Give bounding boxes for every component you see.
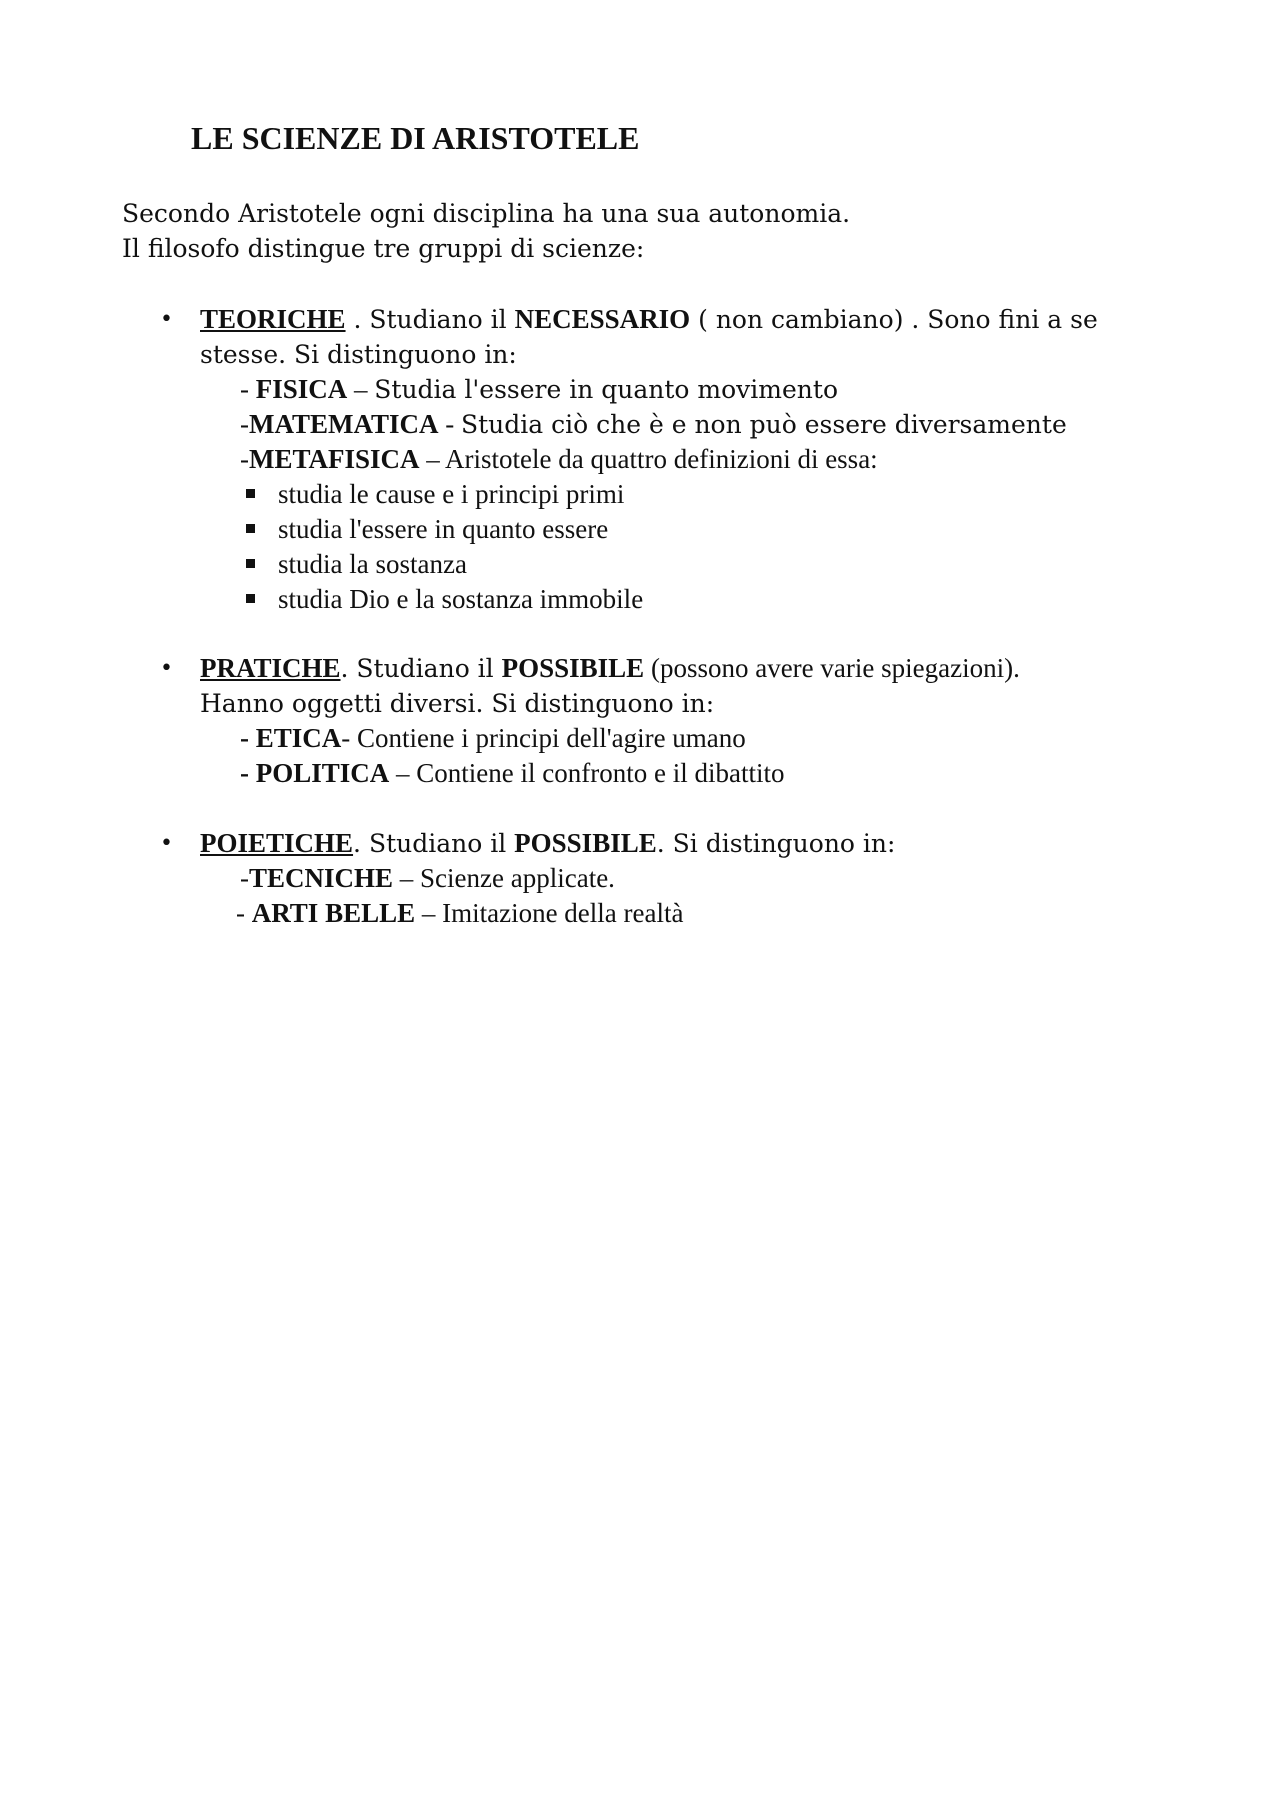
subscience-name: METAFISICA bbox=[249, 444, 420, 474]
subscience-desc: Aristotele da quattro definizioni di essa: bbox=[445, 444, 878, 474]
subscience-desc: Contiene i principi dell'agire umano bbox=[357, 723, 746, 753]
subscience-item: -MATEMATICA - Studia ciò che è e non può essere diversamente bbox=[240, 409, 1067, 439]
section-text: . Studiano il bbox=[353, 829, 515, 858]
definition-item: studia le cause e i principi primi bbox=[278, 479, 625, 509]
subscience-item: - POLITICA – Contiene il confronto e il dibattito bbox=[240, 758, 785, 788]
definition-item: studia la sostanza bbox=[278, 549, 467, 579]
subscience-name: TECNICHE bbox=[249, 863, 394, 893]
subscience-desc: Imitazione della realtà bbox=[442, 898, 684, 928]
square-bullet-icon bbox=[246, 489, 255, 498]
subscience-item: - ARTI BELLE – Imitazione della realtà bbox=[236, 898, 684, 928]
square-bullet-icon bbox=[246, 594, 255, 603]
poietiche-line-1 bbox=[200, 826, 895, 861]
subscience-item: - FISICA – Studia l'essere in quanto movimento bbox=[240, 374, 838, 404]
subscience-desc: Scienze applicate. bbox=[420, 863, 615, 893]
intro-line-1: Secondo Aristotele ogni disciplina ha una sua autonomia. bbox=[122, 199, 851, 228]
subscience-item: -TECNICHE – Scienze applicate. bbox=[240, 863, 615, 893]
section-text: . Si distinguono in: bbox=[656, 829, 896, 858]
teoriche-line-2: stesse. Si distinguono in: bbox=[200, 340, 517, 369]
teoriche-line-1 bbox=[200, 302, 1098, 337]
intro-paragraph bbox=[122, 196, 850, 266]
intro-line-2: Il filosofo distingue tre gruppi di scienze: bbox=[122, 234, 645, 263]
pratiche-line-1 bbox=[200, 651, 1020, 686]
section-text: (possono avere varie spiegazioni). bbox=[644, 653, 1020, 683]
definition-item: studia Dio e la sostanza immobile bbox=[278, 584, 644, 614]
page-title: LE SCIENZE DI ARISTOTELE bbox=[191, 120, 640, 156]
subscience-desc: Studia ciò che è e non può essere diversamente bbox=[461, 410, 1067, 439]
square-bullet-icon bbox=[246, 559, 255, 568]
subscience-name: MATEMATICA bbox=[249, 409, 439, 439]
section-text: ( non cambiano) . Sono fini a se bbox=[690, 305, 1098, 334]
section-keyword: POSSIBILE bbox=[514, 828, 657, 858]
definition-item: studia l'essere in quanto essere bbox=[278, 514, 609, 544]
subscience-name: POLITICA bbox=[255, 758, 390, 788]
subscience-desc: Studia l'essere in quanto movimento bbox=[374, 375, 838, 404]
subscience-desc: Contiene il confronto e il dibattito bbox=[416, 758, 785, 788]
section-keyword: NECESSARIO bbox=[514, 304, 691, 334]
subscience-item: -METAFISICA – Aristotele da quattro definizioni di essa: bbox=[240, 444, 878, 474]
section-heading: PRATICHE bbox=[200, 653, 341, 683]
bullet-icon: • bbox=[160, 307, 173, 332]
pratiche-line-2: Hanno oggetti diversi. Si distinguono in: bbox=[200, 689, 715, 718]
bullet-icon: • bbox=[160, 656, 173, 681]
subscience-item: - ETICA- Contiene i principi dell'agire umano bbox=[240, 723, 746, 753]
section-keyword: POSSIBILE bbox=[501, 653, 645, 683]
subscience-name: FISICA bbox=[255, 374, 348, 404]
subscience-name: ETICA bbox=[255, 723, 342, 753]
section-text: . Studiano il bbox=[345, 305, 515, 334]
subscience-name: ARTI BELLE bbox=[251, 898, 416, 928]
section-heading: POIETICHE bbox=[200, 828, 354, 858]
section-text: . Studiano il bbox=[340, 654, 502, 683]
bullet-icon: • bbox=[160, 831, 173, 856]
section-heading: TEORICHE bbox=[200, 304, 346, 334]
square-bullet-icon bbox=[246, 524, 255, 533]
